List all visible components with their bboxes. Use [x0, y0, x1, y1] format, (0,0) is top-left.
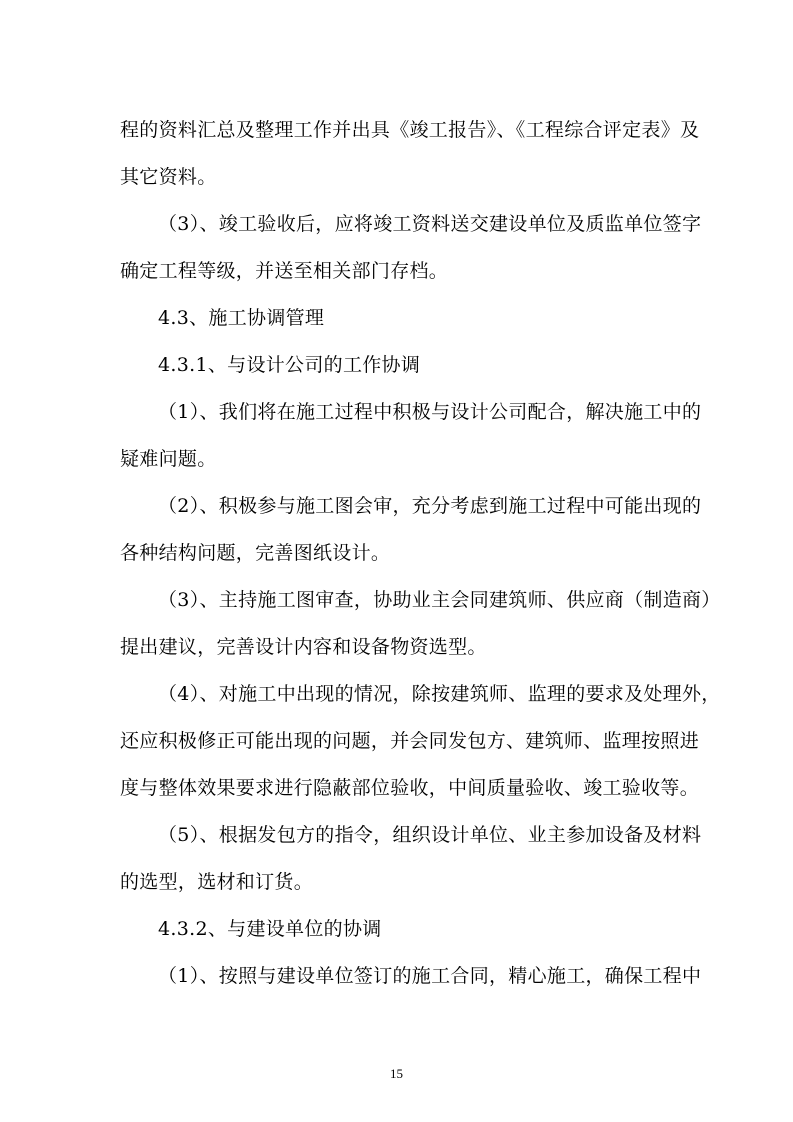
body-text-line-11: （3）、主持施工图审查，协助业主会同建筑师、供应商（制造商） — [158, 589, 721, 611]
body-text-line-3: （3）、竣工验收后，应将竣工资料送交建设单位及质监单位签字 — [158, 213, 702, 235]
body-text-line-8: 疑难问题。 — [120, 448, 217, 470]
body-text-line-9: （2）、积极参与施工图会审，充分考虑到施工过程中可能出现的 — [158, 495, 702, 517]
body-text-line-17: 的选型，选材和订货。 — [120, 871, 314, 893]
body-text-line-7: （1）、我们将在施工过程中积极与设计公司配合，解决施工中的 — [158, 401, 702, 423]
page-number: 15 — [390, 1066, 403, 1081]
section-heading-4-3: 4.3、施工协调管理 — [158, 307, 325, 329]
body-text-line-19: （1）、按照与建设单位签订的施工合同，精心施工，确保工程中 — [158, 965, 702, 987]
body-text-line-4: 确定工程等级，并送至相关部门存档。 — [120, 260, 449, 282]
body-text-line-12: 提出建议，完善设计内容和设备物资选型。 — [120, 636, 487, 658]
body-text-line-1: 程的资料汇总及整理工作并出具《竣工报告》、《工程综合评定表》及 — [120, 119, 700, 141]
body-text-line-2: 其它资料。 — [120, 166, 217, 188]
body-text-line-14: 还应积极修正可能出现的问题，并会同发包方、建筑师、监理按照进 — [120, 730, 700, 752]
section-heading-4-3-2: 4.3.2、与建设单位的协调 — [158, 918, 382, 940]
body-text-line-16: （5）、根据发包方的指令，组织设计单位、业主参加设备及材料 — [158, 824, 702, 846]
body-text-line-15: 度与整体效果要求进行隐蔽部位验收，中间质量验收、竣工验收等。 — [120, 777, 700, 799]
body-text-line-10: 各种结构问题，完善图纸设计。 — [120, 542, 391, 564]
section-heading-4-3-1: 4.3.1、与设计公司的工作协调 — [158, 354, 421, 376]
body-text-line-13: （4）、对施工中出现的情况，除按建筑师、监理的要求及处理外， — [158, 683, 721, 705]
